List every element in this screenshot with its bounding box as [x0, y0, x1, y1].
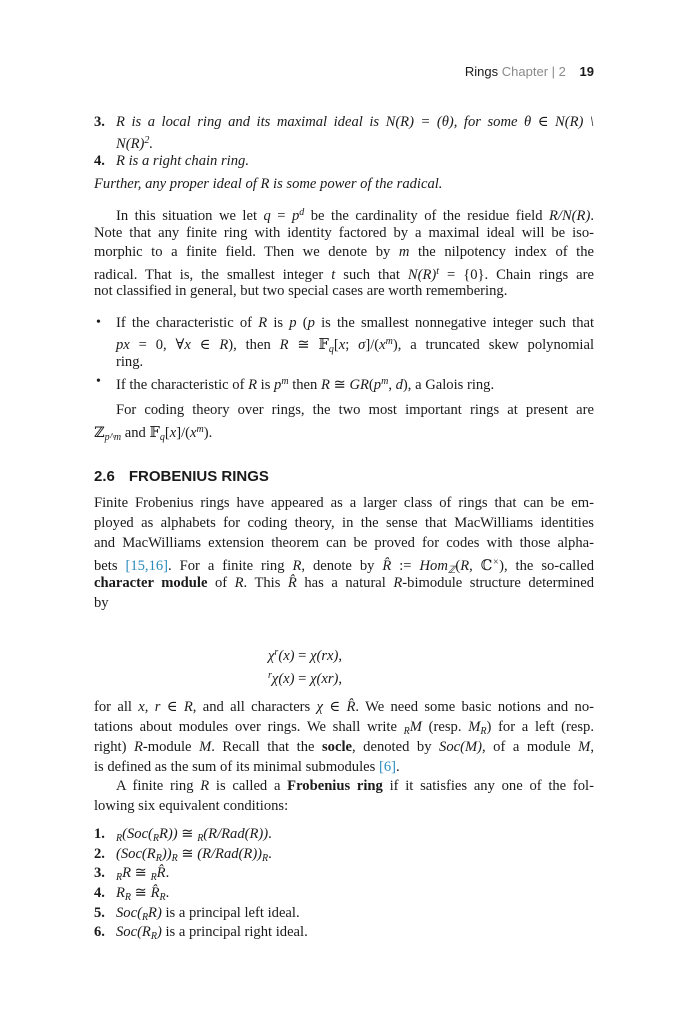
- text-segment: =: [294, 671, 311, 687]
- text-line: [94, 175, 442, 193]
- text-segment: is the smallest nonnegative integer such that: [314, 315, 595, 331]
- text-segment: x, r: [138, 699, 161, 715]
- text-segment: -bimodule structure determined: [402, 575, 594, 591]
- text-segment: R: [258, 315, 268, 331]
- text-line: [94, 574, 594, 592]
- text-segment: radical. That is, the smallest integer: [94, 267, 332, 283]
- list-number: 4.: [94, 885, 105, 901]
- text-segment: .: [149, 136, 154, 152]
- text-line: [116, 204, 594, 225]
- text-segment: m: [196, 424, 204, 435]
- text-segment: R: [279, 337, 289, 353]
- text-segment: If the characteristic of: [116, 377, 249, 393]
- list-number: 4.: [94, 153, 105, 169]
- text-segment: ring.: [116, 354, 144, 370]
- text-segment: ,: [338, 671, 343, 687]
- list-number: 6.: [94, 924, 105, 940]
- text-segment: ≅: [131, 865, 151, 881]
- text-segment: ) for a left (resp.: [486, 719, 594, 735]
- text-segment: Finite Frobenius rings have appeared as a larger class of rings that can be em-: [94, 495, 594, 511]
- list-number: 3.: [94, 114, 105, 130]
- text-line: [116, 152, 249, 170]
- text-segment: ;: [345, 337, 359, 353]
- text-segment: R: [480, 726, 487, 737]
- text-segment: d: [299, 207, 305, 218]
- text-segment: Soc(: [116, 905, 142, 921]
- text-segment: m: [281, 376, 289, 387]
- text-segment: (Soc(: [122, 826, 153, 842]
- text-segment: R: [262, 853, 269, 864]
- list-number: 1.: [94, 826, 105, 842]
- text-segment: -module: [142, 739, 200, 755]
- text-segment: R: [197, 833, 204, 844]
- text-segment: R: [122, 865, 132, 881]
- chapter-label: Chapter: [501, 64, 549, 79]
- text-segment: ≅: [329, 377, 350, 393]
- text-segment: the nilpotency index of the: [409, 244, 594, 260]
- text-segment: not classified in general, but two special cases are worth remembering.: [94, 283, 508, 299]
- bullet-icon: •: [96, 374, 101, 389]
- text-segment: m: [398, 244, 410, 260]
- text-segment: p: [307, 315, 315, 331]
- text-segment: R̂: [156, 865, 166, 881]
- text-line: [94, 738, 594, 756]
- text-segment: In this situation we let: [116, 208, 264, 224]
- text-segment: ≅: [131, 885, 151, 901]
- text-line: [94, 243, 594, 261]
- text-segment: (R/Rad(R)): [197, 846, 263, 862]
- text-segment: , ℂ: [469, 558, 493, 574]
- text-segment: A finite ring: [116, 778, 201, 794]
- section-heading: [94, 468, 269, 485]
- text-segment: R: [155, 853, 162, 864]
- text-segment: x: [338, 337, 346, 353]
- text-segment: GR: [349, 377, 369, 393]
- page-number: 19: [579, 64, 594, 79]
- text-segment: ,: [388, 377, 396, 393]
- text-segment: = 0, ∀: [129, 337, 185, 353]
- citation-link[interactable]: [6]: [378, 759, 396, 775]
- text-segment: p: [289, 315, 297, 331]
- text-segment: ∈: [322, 699, 347, 715]
- text-segment: R̂: [382, 558, 392, 574]
- text-segment: is: [267, 315, 290, 331]
- text-segment: R: [292, 558, 302, 574]
- text-line: [94, 494, 594, 512]
- text-segment: ,: [590, 739, 594, 755]
- text-line: [94, 758, 400, 776]
- text-line: [94, 594, 109, 612]
- text-segment: N(R): [407, 267, 437, 283]
- text-segment: R̂: [346, 699, 356, 715]
- text-line: [116, 401, 594, 419]
- text-segment: R: [124, 892, 132, 903]
- list-number: 5.: [94, 905, 105, 921]
- text-segment: Note that any finite ring with identity factored by a maximal ideal will be iso-: [94, 225, 594, 241]
- text-segment: . This: [243, 575, 288, 591]
- text-segment: ), a truncated skew polynomial: [392, 337, 595, 353]
- text-segment: x: [189, 425, 197, 441]
- text-line: [94, 534, 594, 552]
- text-segment: R: [393, 575, 403, 591]
- text-segment: x: [169, 425, 177, 441]
- text-segment: if it satisfies any one of the fol-: [382, 778, 594, 794]
- text-segment: ≅ 𝔽: [288, 337, 329, 353]
- text-segment: ∈: [190, 337, 220, 353]
- text-segment: (resp.: [421, 719, 469, 735]
- text-segment: m: [381, 376, 389, 387]
- text-segment: , denote by: [301, 558, 383, 574]
- text-segment: r: [268, 670, 272, 681]
- text-segment: p: [373, 377, 382, 393]
- text-line: [94, 224, 594, 242]
- text-segment: M: [199, 739, 212, 755]
- text-segment: ∈: [160, 699, 184, 715]
- text-segment: R/N(R): [548, 208, 591, 224]
- list-number: 2.: [94, 846, 105, 862]
- text-segment: ℤ: [94, 425, 105, 441]
- text-segment: R: [200, 778, 210, 794]
- text-segment: R: [116, 885, 125, 901]
- text-segment: of: [207, 575, 235, 591]
- text-segment: ployed as alphabets for coding theory, in the sense that MacWilliams identities: [94, 515, 594, 531]
- text-line: [116, 353, 143, 371]
- text-segment: be the cardinality of the residue field: [304, 208, 549, 224]
- text-segment: Soc(R: [116, 924, 151, 940]
- text-line: [94, 797, 288, 815]
- text-segment: R): [148, 905, 162, 921]
- text-segment: by: [94, 595, 109, 611]
- book-title: Rings: [464, 64, 499, 79]
- text-segment: is defined as the sum of its minimal submodules: [94, 759, 379, 775]
- text-segment: socle: [322, 739, 352, 755]
- text-segment: (x): [278, 648, 295, 664]
- text-segment: N(R): [116, 136, 145, 152]
- text-segment: x: [379, 337, 386, 353]
- text-segment: right): [94, 739, 134, 755]
- text-segment: is: [257, 377, 275, 393]
- text-segment: (: [455, 558, 461, 574]
- text-segment: ]/(: [365, 337, 380, 353]
- text-segment: p: [274, 377, 282, 393]
- text-segment: q: [263, 208, 271, 224]
- text-segment: tations about modules over rings. We shall write: [94, 719, 404, 735]
- text-segment: R is a local ring and its maximal ideal is N(R) = (θ), for some θ ∈ N(R) \: [116, 114, 594, 130]
- text-segment: R: [152, 833, 160, 844]
- text-segment: x: [184, 337, 191, 353]
- text-line: [116, 333, 594, 359]
- text-segment: d: [395, 377, 403, 393]
- text-segment: R: [171, 853, 178, 864]
- running-header: [465, 64, 594, 79]
- text-segment: m: [385, 336, 393, 347]
- text-segment: then: [288, 377, 321, 393]
- text-segment: If the characteristic of: [116, 315, 259, 331]
- text-segment: q: [328, 344, 334, 355]
- text-segment: .: [165, 865, 170, 881]
- text-segment: M: [409, 719, 422, 735]
- text-segment: . We need some basic notions and no-: [355, 699, 594, 715]
- text-segment: =: [270, 208, 292, 224]
- text-line: [94, 282, 507, 300]
- text-segment: χ(rx): [310, 648, 339, 664]
- display-equation: [268, 644, 342, 665]
- chapter-number: 2: [558, 64, 566, 79]
- text-segment: ≅: [177, 846, 198, 862]
- text-line: [116, 314, 594, 332]
- text-segment: R: [403, 726, 410, 737]
- text-line: [116, 777, 594, 795]
- bullet-icon: •: [96, 315, 101, 330]
- text-segment: lowing six equivalent conditions:: [94, 798, 289, 814]
- text-segment: ]/(: [176, 425, 190, 441]
- text-segment: is a principal right ideal.: [161, 924, 308, 940]
- text-segment: ), the so-called: [499, 558, 594, 574]
- text-segment: R: [234, 575, 244, 591]
- text-segment: χ(x): [271, 671, 295, 687]
- text-segment: is a principal left ideal.: [161, 905, 300, 921]
- text-segment: is called a: [209, 778, 288, 794]
- text-segment: (: [368, 377, 374, 393]
- text-segment: . For a finite ring: [168, 558, 293, 574]
- text-segment: 2: [144, 135, 150, 146]
- text-segment: , and all characters: [192, 699, 317, 715]
- text-segment: R: [460, 558, 470, 574]
- display-equation: [268, 667, 342, 688]
- text-segment: R: [150, 872, 157, 883]
- text-segment: R: [321, 377, 330, 393]
- text-segment: .: [165, 885, 170, 901]
- text-segment: = {0}. Chain rings are: [439, 267, 594, 283]
- text-segment: .: [268, 846, 272, 862]
- text-segment: bets: [94, 558, 126, 574]
- text-line: [94, 263, 594, 284]
- text-segment: χ: [316, 699, 323, 715]
- text-line: [94, 514, 594, 532]
- text-line: [116, 923, 308, 946]
- text-segment: R: [116, 872, 123, 883]
- text-line: [116, 113, 594, 131]
- text-line: [94, 421, 212, 447]
- text-segment: Further, any proper ideal of R is some power of the radical.: [94, 176, 443, 192]
- text-segment: ×: [492, 557, 500, 568]
- list-number: 3.: [94, 865, 105, 881]
- text-segment: , denoted by: [352, 739, 440, 755]
- text-segment: Frobenius ring: [287, 778, 383, 794]
- text-segment: px: [116, 337, 130, 353]
- text-segment: σ: [358, 337, 366, 353]
- text-segment: [: [333, 337, 339, 353]
- text-segment: q: [159, 432, 165, 443]
- text-segment: and MacWilliams extension theorem can be proved for codes with those alpha-: [94, 535, 594, 551]
- text-segment: ), then: [228, 337, 280, 353]
- text-segment: (Soc(R: [116, 846, 156, 862]
- text-segment: R̂: [150, 885, 160, 901]
- text-segment: R: [133, 739, 143, 755]
- citation-link[interactable]: [15,16]: [125, 558, 169, 574]
- text-segment: such that: [335, 267, 408, 283]
- text-segment: Soc(M): [439, 739, 482, 755]
- text-segment: =: [294, 648, 311, 664]
- text-segment: R: [219, 337, 229, 353]
- text-segment: R: [248, 377, 257, 393]
- text-segment: For coding theory over rings, the two most important rings at present are: [116, 402, 594, 418]
- text-segment: and 𝔽: [121, 425, 160, 441]
- text-segment: .: [268, 826, 272, 842]
- text-segment: M: [468, 719, 481, 735]
- text-segment: :=: [391, 558, 420, 574]
- text-segment: .: [396, 759, 400, 775]
- text-segment: character module: [94, 575, 208, 591]
- section-number: 2.6: [94, 468, 115, 485]
- text-segment: Hom: [419, 558, 448, 574]
- header-separator: |: [551, 64, 556, 79]
- text-segment: morphic to a finite field. Then we denote by: [94, 244, 399, 260]
- text-segment: p^m: [104, 432, 122, 443]
- text-segment: ℤ: [447, 565, 456, 576]
- text-segment: t: [331, 267, 336, 283]
- text-segment: p: [291, 208, 300, 224]
- text-segment: R: [159, 892, 166, 903]
- text-segment: R: [183, 699, 193, 715]
- text-segment: (: [296, 315, 308, 331]
- text-segment: t: [436, 266, 440, 277]
- text-segment: r: [274, 647, 279, 658]
- text-segment: R)): [159, 826, 178, 842]
- text-segment: )): [161, 846, 172, 862]
- text-segment: has a natural: [296, 575, 394, 591]
- text-segment: R: [141, 912, 149, 923]
- text-segment: χ(xr): [310, 671, 339, 687]
- text-segment: ,: [338, 648, 343, 664]
- text-segment: R: [150, 931, 157, 942]
- text-line: [116, 132, 153, 153]
- text-segment: [: [164, 425, 170, 441]
- text-line: [116, 373, 494, 394]
- text-segment: R: [116, 833, 123, 844]
- text-segment: (R/Rad(R)): [203, 826, 269, 842]
- text-segment: ): [156, 924, 162, 940]
- text-segment: . Recall that the: [211, 739, 322, 755]
- text-line: [94, 698, 594, 716]
- text-segment: , of a module: [481, 739, 579, 755]
- section-title: FROBENIUS RINGS: [128, 468, 269, 485]
- text-segment: χ: [268, 648, 275, 664]
- text-segment: .: [590, 208, 594, 224]
- text-segment: R̂: [287, 575, 297, 591]
- text-segment: ).: [203, 425, 213, 441]
- text-segment: ≅: [177, 826, 198, 842]
- text-segment: M: [578, 739, 591, 755]
- text-segment: for all: [94, 699, 139, 715]
- text-segment: R is a right chain ring.: [116, 153, 249, 169]
- text-segment: ), a Galois ring.: [402, 377, 495, 393]
